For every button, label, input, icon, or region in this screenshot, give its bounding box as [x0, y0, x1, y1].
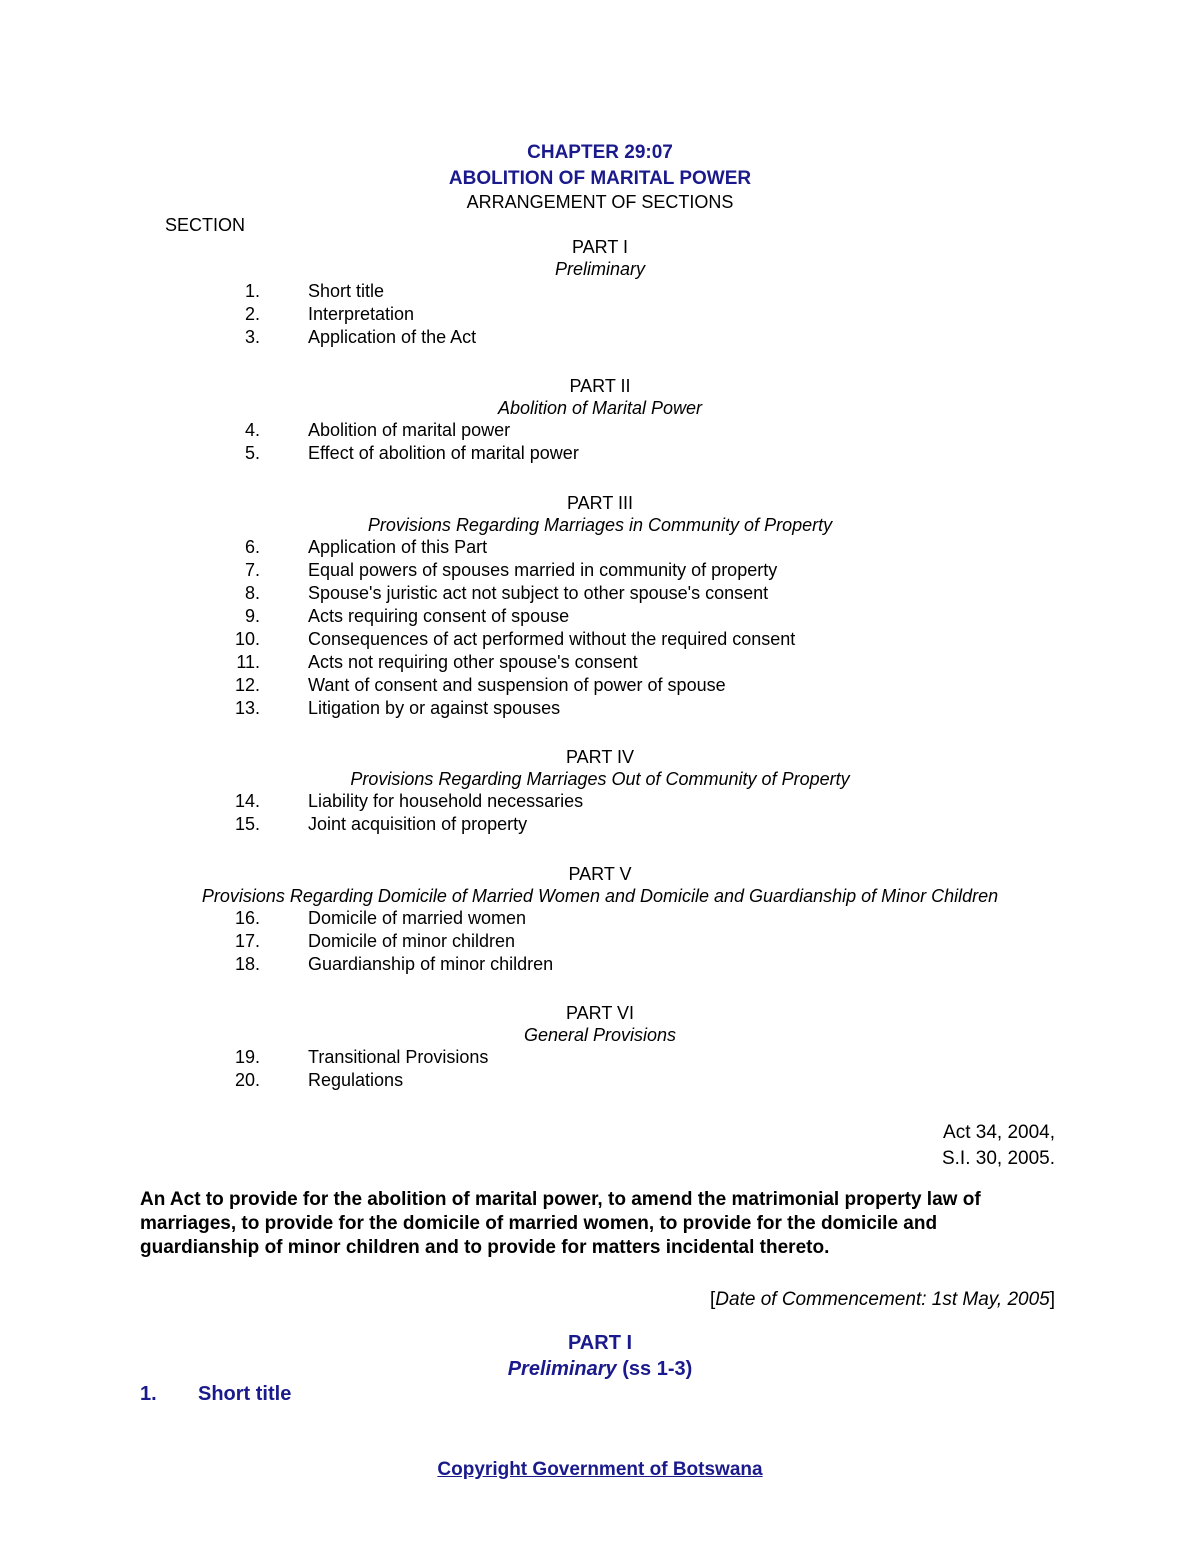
section-title: Transitional Provisions	[308, 1047, 489, 1067]
section-number: 2.	[244, 304, 260, 324]
section-entry	[0, 813, 1200, 836]
section-entry	[0, 674, 1200, 697]
section-number: 9.	[244, 606, 260, 626]
section-column-label: SECTION	[165, 215, 246, 235]
section-number: 3.	[244, 327, 260, 347]
date-of-commencement	[710, 1288, 1055, 1312]
arrangement-part-4	[0, 746, 1200, 836]
section-number: 16.	[234, 908, 260, 928]
section-number: 12.	[234, 675, 260, 695]
part-title: PART VI	[565, 1003, 635, 1023]
section-entry	[0, 907, 1200, 930]
section-number: 7.	[244, 560, 260, 580]
section-title: Effect of abolition of marital power	[308, 443, 579, 463]
part-title: PART II	[569, 376, 631, 396]
section-entry	[0, 1046, 1200, 1069]
section-number: 15.	[234, 814, 260, 834]
section-entry	[0, 605, 1200, 628]
section-entry	[0, 1069, 1200, 1092]
section-entry	[0, 697, 1200, 720]
section-number: 19.	[234, 1047, 260, 1067]
section-entry	[0, 930, 1200, 953]
section-title: Application of the Act	[308, 327, 477, 347]
body-section-title: Short title	[198, 1383, 292, 1405]
section-title: Application of this Part	[308, 537, 488, 557]
chapter-number: CHAPTER 29:07	[527, 142, 673, 163]
section-entry	[0, 628, 1200, 651]
act-citation-line-2: S.I. 30, 2005.	[941, 1148, 1055, 1169]
section-number: 5.	[244, 443, 260, 463]
act-citation-line-1: Act 34, 2004,	[943, 1122, 1055, 1143]
part-subtitle: Provisions Regarding Marriages in Community of Property	[367, 515, 833, 535]
section-entry	[0, 582, 1200, 605]
body-part-subtitle-text: Preliminary	[507, 1358, 617, 1380]
section-title: Abolition of marital power	[308, 420, 511, 440]
section-title: Spouse's juristic act not subject to other spouse's consent	[308, 583, 769, 603]
section-title: Domicile of married women	[308, 908, 527, 928]
section-title: Litigation by or against spouses	[308, 698, 561, 718]
section-number: 13.	[234, 698, 260, 718]
section-number: 20.	[234, 1070, 260, 1090]
section-number: 14.	[234, 791, 260, 811]
section-title: Guardianship of minor children	[308, 954, 554, 974]
part-title: PART IV	[565, 747, 635, 767]
arrangement-part-6	[0, 1002, 1200, 1092]
section-number: 10.	[234, 629, 260, 649]
section-entry	[0, 536, 1200, 559]
section-entry	[0, 280, 1200, 303]
section-title: Equal powers of spouses married in community of property	[308, 560, 778, 580]
section-title: Interpretation	[308, 304, 415, 324]
section-title: Acts not requiring other spouse's consent	[308, 652, 638, 672]
section-number: 11.	[236, 652, 260, 672]
part-subtitle: General Provisions	[523, 1025, 677, 1045]
arrangement-part-2	[0, 375, 1200, 465]
section-title: Want of consent and suspension of power of spouse	[308, 675, 726, 695]
copyright-link[interactable]: Copyright Government of Botswana	[437, 1459, 763, 1480]
part-title: PART III	[566, 493, 634, 513]
arrangement-part-1	[0, 236, 1200, 349]
section-title: Consequences of act performed without the required consent	[308, 629, 796, 649]
section-title: Joint acquisition of property	[308, 814, 528, 834]
section-number: 6.	[244, 537, 260, 557]
section-number: 4.	[244, 420, 260, 440]
long-title: An Act to provide for the abolition of marital power, to amend the matrimonial property law of marriages, to provide for the domicile of married women, to provide for the domicile and guardianship of minor children and to provide for matters incidental thereto.	[140, 1189, 981, 1258]
part-subtitle: Preliminary	[554, 259, 646, 279]
part-title: PART V	[568, 864, 632, 884]
body-part-subtitle	[0, 1356, 1200, 1382]
part-subtitle: Provisions Regarding Marriages Out of Community of Property	[350, 769, 850, 789]
section-title: Domicile of minor children	[308, 931, 516, 951]
section-number: 1.	[244, 281, 260, 301]
body-part-range: (ss 1-3)	[616, 1358, 693, 1380]
section-number: 18.	[234, 954, 260, 974]
section-title: Short title	[308, 281, 385, 301]
section-title: Regulations	[308, 1070, 404, 1090]
body-part-title: PART I	[567, 1332, 633, 1354]
arrangement-part-5	[0, 863, 1200, 976]
part-subtitle: Provisions Regarding Domicile of Married Women and Domicile and Guardianship of Minor Children	[201, 886, 999, 906]
part-subtitle: Abolition of Marital Power	[497, 398, 703, 418]
bracket-close: ]	[1049, 1289, 1055, 1310]
section-number: 17.	[234, 931, 260, 951]
copyright-footer	[0, 1458, 1200, 1482]
section-entry	[0, 419, 1200, 442]
section-entry	[0, 790, 1200, 813]
section-entry	[0, 326, 1200, 349]
arrangement-heading: ARRANGEMENT OF SECTIONS	[466, 192, 734, 212]
bracket-open: [	[710, 1289, 716, 1310]
body-section-number: 1.	[140, 1383, 157, 1405]
section-entry	[0, 559, 1200, 582]
section-entry	[0, 953, 1200, 976]
commencement-text: Date of Commencement: 1st May, 2005	[715, 1289, 1050, 1310]
act-title: ABOLITION OF MARITAL POWER	[448, 168, 752, 189]
section-number: 8.	[244, 583, 260, 603]
arrangement-part-3	[0, 492, 1200, 720]
section-entry	[0, 303, 1200, 326]
part-title: PART I	[571, 237, 629, 257]
section-title: Acts requiring consent of spouse	[308, 606, 570, 626]
section-title: Liability for household necessaries	[308, 791, 584, 811]
section-entry	[0, 651, 1200, 674]
section-entry	[0, 442, 1200, 465]
